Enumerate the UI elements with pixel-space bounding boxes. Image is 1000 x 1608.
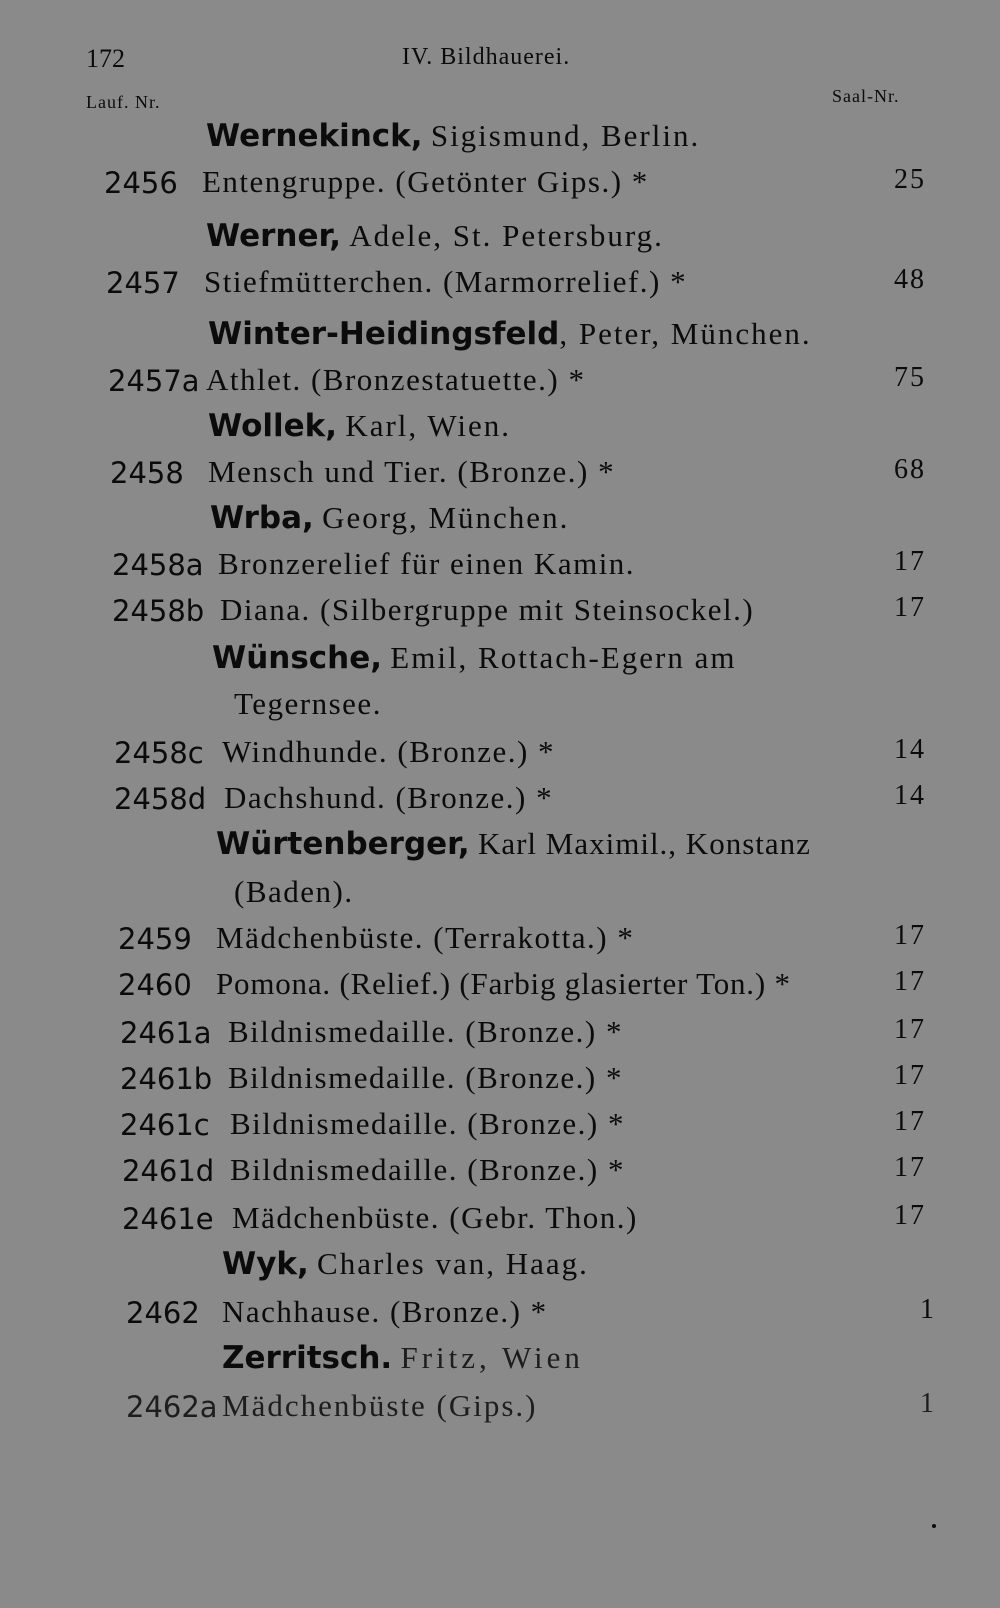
entry-number: 2462a	[126, 1390, 218, 1424]
room-number: 17	[894, 1200, 926, 1231]
artist-name: Wünsche,	[212, 640, 383, 676]
entry-title: Mädchenbüste (Gips.)	[222, 1388, 538, 1423]
entry-title: Stiefmütterchen. (Marmorrelief.) *	[204, 264, 688, 299]
entry-number: 2457	[106, 266, 180, 300]
catalogue-entry	[0, 454, 1000, 500]
artist-details: Sigismund, Berlin.	[430, 118, 701, 153]
catalogue-entry	[0, 546, 1000, 592]
catalogue-entry	[0, 1200, 1000, 1246]
entry-number: 2461a	[120, 1016, 212, 1050]
entry-title: Mädchenbüste. (Terrakotta.) *	[216, 920, 635, 955]
room-number: 17	[894, 1152, 926, 1183]
catalogue-entry	[0, 264, 1000, 310]
entry-number: 2458c	[114, 736, 204, 770]
catalogue-entry	[0, 164, 1000, 210]
artist-heading	[0, 316, 1000, 362]
entry-number: 2458b	[112, 594, 205, 628]
room-number: 1	[920, 1294, 936, 1325]
artist-heading	[0, 408, 1000, 454]
catalogue-entry	[0, 1106, 1000, 1152]
artist-details: Karl, Wien.	[345, 408, 511, 443]
artist-heading	[0, 1340, 1000, 1386]
artist-heading	[0, 218, 1000, 264]
entry-number: 2461d	[122, 1154, 215, 1188]
room-number: 17	[894, 592, 926, 623]
artist-heading	[0, 1246, 1000, 1292]
room-number: 14	[894, 734, 926, 765]
room-number: 25	[894, 164, 926, 195]
entry-number: 2461e	[122, 1202, 214, 1236]
catalogue-entry	[0, 1294, 1000, 1340]
room-number: 14	[894, 780, 926, 811]
artist-details: Charles van, Haag.	[317, 1246, 589, 1281]
catalogue-entry	[0, 1014, 1000, 1060]
artist-details: Georg, München.	[322, 500, 570, 535]
entry-title: Nachhause. (Bronze.) *	[222, 1294, 548, 1329]
artist-details: Fritz, Wien	[400, 1340, 584, 1375]
artist-details: , Peter, München.	[559, 316, 812, 351]
catalogue-entry	[0, 734, 1000, 780]
artist-details: Karl Maximil., Konstanz	[477, 826, 811, 861]
column-label-saal-nr: Saal-Nr.	[832, 86, 900, 106]
room-number: 1	[920, 1388, 936, 1419]
catalogue-entry	[0, 362, 1000, 408]
catalogue-entry	[0, 592, 1000, 638]
entry-title: Entengruppe. (Getönter Gips.) *	[202, 164, 649, 199]
artist-heading	[0, 118, 1000, 164]
catalogue-entry	[0, 920, 1000, 966]
catalogue-entry	[0, 1388, 1000, 1434]
artist-name: Wyk,	[222, 1246, 309, 1282]
artist-name: Wrba,	[210, 500, 314, 536]
artist-heading	[0, 826, 1000, 872]
room-number: 17	[894, 920, 926, 951]
catalogue-entry	[0, 966, 1000, 1012]
catalogue-entry	[0, 780, 1000, 826]
page-number: 172	[86, 44, 125, 73]
room-number: 75	[894, 362, 926, 393]
entry-title: Mädchenbüste. (Gebr. Thon.)	[232, 1200, 638, 1235]
entry-number: 2462	[126, 1296, 200, 1330]
artist-name: Werner,	[206, 218, 342, 254]
artist-name: Wollek,	[208, 408, 338, 444]
entry-title: Mensch und Tier. (Bronze.) *	[208, 454, 616, 489]
entry-number: 2460	[118, 968, 192, 1002]
catalogue-entry	[0, 1152, 1000, 1198]
print-speck	[932, 1524, 936, 1528]
artist-name: Würtenberger,	[216, 826, 470, 862]
artist-heading-continuation	[0, 874, 1000, 920]
entry-number: 2461c	[120, 1108, 210, 1142]
entry-number: 2458a	[112, 548, 204, 582]
room-number: 48	[894, 264, 926, 295]
entry-title: Bildnismedaille. (Bronze.) *	[230, 1152, 625, 1187]
artist-heading	[0, 500, 1000, 546]
entry-number: 2456	[104, 166, 178, 200]
room-number: 68	[894, 454, 926, 485]
artist-details: Adele, St. Petersburg.	[349, 218, 664, 253]
column-label-lauf-nr: Lauf. Nr.	[86, 92, 161, 112]
entry-number: 2461b	[120, 1062, 213, 1096]
artist-name: Zerritsch.	[222, 1340, 393, 1376]
entry-number: 2458	[110, 456, 184, 490]
room-number: 17	[894, 1014, 926, 1045]
entry-number: 2457a	[108, 364, 200, 398]
entry-number: 2458d	[114, 782, 207, 816]
running-head: IV. Bildhauerei.	[402, 44, 571, 70]
room-number: 17	[894, 1106, 926, 1137]
entry-title: Bronzerelief für einen Kamin.	[218, 546, 636, 581]
entry-title: Dachshund. (Bronze.) *	[224, 780, 554, 815]
entry-title: Windhunde. (Bronze.) *	[222, 734, 556, 769]
room-number: 17	[894, 966, 926, 997]
entry-title: Pomona. (Relief.) (Farbig glasierter Ton.) *	[216, 966, 791, 1001]
artist-details-continuation: Tegernsee.	[234, 686, 382, 721]
entry-title: Bildnismedaille. (Bronze.) *	[230, 1106, 625, 1141]
artist-name: Winter-Heidingsfeld	[208, 316, 560, 352]
artist-details-continuation: (Baden).	[234, 874, 354, 909]
entry-title: Bildnismedaille. (Bronze.) *	[228, 1060, 623, 1095]
catalogue-entry	[0, 1060, 1000, 1106]
entry-number: 2459	[118, 922, 192, 956]
entry-title: Diana. (Silbergruppe mit Steinsockel.)	[220, 592, 755, 627]
artist-heading-continuation	[0, 686, 1000, 732]
entry-title: Athlet. (Bronzestatuette.) *	[206, 362, 586, 397]
artist-details: Emil, Rottach-Egern am	[390, 640, 737, 675]
artist-name: Wernekinck,	[206, 118, 423, 154]
entry-title: Bildnismedaille. (Bronze.) *	[228, 1014, 623, 1049]
artist-heading	[0, 640, 1000, 686]
room-number: 17	[894, 546, 926, 577]
room-number: 17	[894, 1060, 926, 1091]
